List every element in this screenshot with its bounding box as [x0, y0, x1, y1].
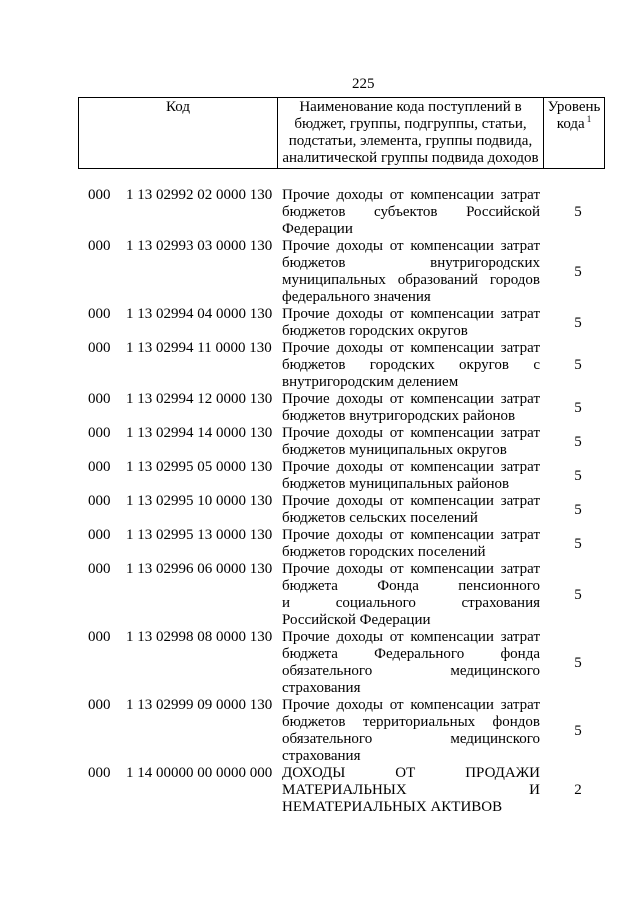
table-row — [78, 187, 605, 238]
level-value: 5 — [574, 722, 582, 739]
level-cell — [543, 493, 605, 527]
name-line: страхования — [282, 748, 361, 764]
name-line: МАТЕРИАЛЬНЫХ И — [282, 782, 540, 798]
level-cell — [543, 306, 605, 340]
name-line: ДОХОДЫ ОТ ПРОДАЖИ — [282, 765, 540, 781]
budget-code: 1 13 02993 03 0000 130 — [126, 238, 273, 254]
code-prefix: 000 — [88, 340, 111, 356]
name-line: Федерации — [282, 221, 353, 237]
code-cell — [78, 629, 277, 697]
code-cell — [78, 238, 277, 306]
header-name-line: Наименование кода поступлений в — [299, 99, 522, 115]
table-row — [78, 306, 605, 340]
table-row — [78, 765, 605, 816]
level-cell — [543, 765, 605, 816]
name-line: Прочие доходы от компенсации затрат — [282, 697, 540, 713]
level-value: 5 — [574, 535, 582, 552]
level-cell — [543, 187, 605, 238]
name-line: Прочие доходы от компенсации затрат — [282, 340, 540, 356]
code-prefix: 000 — [88, 187, 111, 203]
name-line: бюджета Фонда пенсионного — [282, 578, 540, 594]
level-cell — [543, 561, 605, 629]
name-line: Прочие доходы от компенсации затрат — [282, 459, 540, 475]
level-value: 5 — [574, 467, 582, 484]
name-line: Прочие доходы от компенсации затрат — [282, 187, 540, 203]
level-value: 5 — [574, 501, 582, 518]
code-prefix: 000 — [88, 765, 111, 781]
table-row — [78, 238, 605, 306]
name-line: бюджетов сельских поселений — [282, 510, 478, 526]
level-value: 5 — [574, 586, 582, 603]
table-row — [78, 629, 605, 697]
name-line: бюджетов внутригородских — [282, 255, 540, 271]
name-cell — [277, 391, 543, 425]
name-line: внутригородским делением — [282, 374, 459, 390]
header-level-word: кода — [556, 116, 585, 132]
name-line: бюджетов внутригородских районов — [282, 408, 516, 424]
budget-code: 1 13 02995 10 0000 130 — [126, 493, 273, 509]
name-cell — [277, 765, 543, 816]
name-cell — [277, 527, 543, 561]
name-line: бюджета Федерального фонда — [282, 646, 540, 662]
code-prefix: 000 — [88, 697, 111, 713]
code-prefix: 000 — [88, 459, 111, 475]
header-name-line: бюджет, группы, подгруппы, статьи, — [294, 116, 527, 132]
code-cell — [78, 187, 277, 238]
budget-code: 1 14 00000 00 0000 000 — [126, 765, 273, 781]
header-name — [278, 98, 544, 168]
table-row — [78, 527, 605, 561]
name-line: Прочие доходы от компенсации затрат — [282, 425, 540, 441]
name-line: бюджетов муниципальных округов — [282, 442, 507, 458]
code-cell — [78, 391, 277, 425]
table-row — [78, 459, 605, 493]
level-value: 5 — [574, 263, 582, 280]
header-level-line-2 — [544, 116, 604, 133]
code-cell — [78, 697, 277, 765]
level-value: 5 — [574, 314, 582, 331]
budget-code: 1 13 02994 14 0000 130 — [126, 425, 273, 441]
classification-table — [78, 97, 605, 816]
header-name-line: аналитической группы подвида доходов — [282, 150, 539, 166]
level-cell — [543, 459, 605, 493]
table-row — [78, 425, 605, 459]
table-row — [78, 340, 605, 391]
code-cell — [78, 459, 277, 493]
budget-code: 1 13 02999 09 0000 130 — [126, 697, 273, 713]
name-line: муниципальных образований городов — [282, 272, 540, 288]
name-line: Прочие доходы от компенсации затрат — [282, 493, 540, 509]
name-line: бюджетов городских округов — [282, 323, 468, 339]
name-line: бюджетов муниципальных районов — [282, 476, 510, 492]
name-line: НЕМАТЕРИАЛЬНЫХ АКТИВОВ — [282, 799, 503, 815]
level-value: 5 — [574, 654, 582, 671]
name-line: Прочие доходы от компенсации затрат — [282, 629, 540, 645]
code-prefix: 000 — [88, 561, 111, 577]
table-row — [78, 697, 605, 765]
name-cell — [277, 187, 543, 238]
footnote-mark: 1 — [586, 114, 592, 124]
name-cell — [277, 697, 543, 765]
header-level-line: Уровень — [547, 99, 601, 115]
code-cell — [78, 306, 277, 340]
code-prefix: 000 — [88, 425, 111, 441]
level-cell — [543, 697, 605, 765]
budget-code: 1 13 02995 05 0000 130 — [126, 459, 273, 475]
name-line: Прочие доходы от компенсации затрат — [282, 238, 540, 254]
level-value: 5 — [574, 433, 582, 450]
code-cell — [78, 340, 277, 391]
name-line: обязательного медицинского — [282, 731, 540, 747]
page-number: 225 — [352, 76, 375, 92]
name-line: Прочие доходы от компенсации затрат — [282, 306, 540, 322]
name-line: Российской Федерации — [282, 612, 431, 628]
name-line: Прочие доходы от компенсации затрат — [282, 391, 540, 407]
level-value: 5 — [574, 204, 582, 220]
table-row — [78, 391, 605, 425]
name-cell — [277, 425, 543, 459]
level-value: 5 — [574, 399, 582, 416]
code-cell — [78, 527, 277, 561]
name-cell — [277, 459, 543, 493]
table-header — [78, 97, 605, 169]
name-line: страхования — [282, 680, 361, 696]
name-line: бюджетов территориальных фондов — [282, 714, 540, 730]
code-cell — [78, 765, 277, 816]
budget-code: 1 13 02994 11 0000 130 — [126, 340, 272, 356]
budget-code: 1 13 02992 02 0000 130 — [126, 187, 273, 203]
header-level — [544, 98, 604, 168]
name-line: Прочие доходы от компенсации затрат — [282, 561, 540, 577]
code-cell — [78, 425, 277, 459]
budget-code: 1 13 02994 12 0000 130 — [126, 391, 273, 407]
budget-code: 1 13 02998 08 0000 130 — [126, 629, 273, 645]
level-value: 5 — [574, 357, 582, 373]
name-line: и социального страхования — [282, 595, 540, 611]
level-value: 2 — [574, 782, 582, 798]
budget-code: 1 13 02995 13 0000 130 — [126, 527, 273, 543]
code-prefix: 000 — [88, 527, 111, 543]
name-cell — [277, 629, 543, 697]
header-code — [79, 98, 278, 168]
level-cell — [543, 425, 605, 459]
name-cell — [277, 340, 543, 391]
name-cell — [277, 306, 543, 340]
name-line: Прочие доходы от компенсации затрат — [282, 527, 540, 543]
name-line: федерального значения — [282, 289, 431, 305]
level-cell — [543, 391, 605, 425]
code-prefix: 000 — [88, 391, 111, 407]
table-row — [78, 493, 605, 527]
budget-code: 1 13 02996 06 0000 130 — [126, 561, 273, 577]
name-cell — [277, 493, 543, 527]
code-prefix: 000 — [88, 306, 111, 322]
name-line: обязательного медицинского — [282, 663, 540, 679]
header-code-label: Код — [166, 99, 190, 115]
code-prefix: 000 — [88, 238, 111, 254]
budget-code: 1 13 02994 04 0000 130 — [126, 306, 273, 322]
name-line: бюджетов субъектов Российской — [282, 204, 540, 220]
level-cell — [543, 238, 605, 306]
level-cell — [543, 340, 605, 391]
code-prefix: 000 — [88, 493, 111, 509]
code-cell — [78, 561, 277, 629]
table-row — [78, 561, 605, 629]
name-cell — [277, 561, 543, 629]
name-line: бюджетов городских поселений — [282, 544, 486, 560]
table-body — [78, 187, 605, 816]
name-line: бюджетов городских округов с — [282, 357, 540, 373]
code-prefix: 000 — [88, 629, 111, 645]
header-name-line: подстатьи, элемента, группы подвида, — [288, 133, 533, 149]
name-cell — [277, 238, 543, 306]
level-cell — [543, 527, 605, 561]
level-cell — [543, 629, 605, 697]
code-cell — [78, 493, 277, 527]
